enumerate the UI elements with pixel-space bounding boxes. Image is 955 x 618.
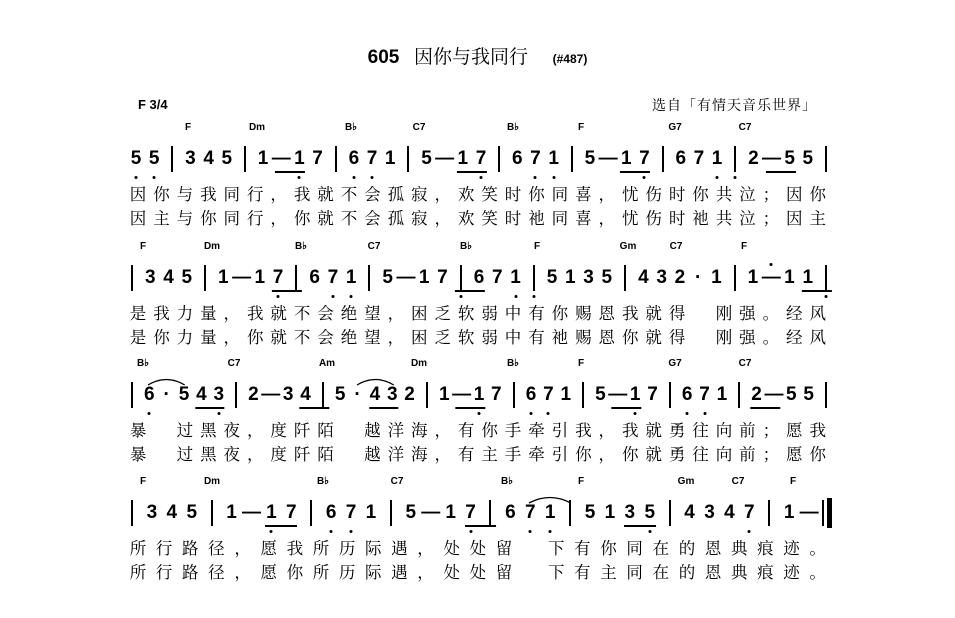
note: 1	[365, 502, 377, 523]
note: 7	[345, 502, 357, 523]
beam-underline	[300, 407, 329, 409]
note: 6	[512, 148, 523, 169]
bar-line	[204, 265, 206, 291]
bar-line	[489, 500, 491, 526]
beam-underline	[465, 525, 497, 527]
chord-symbol: F	[577, 476, 585, 487]
note: 7	[437, 267, 448, 288]
note: 5	[546, 267, 558, 288]
note-dash: —	[799, 502, 819, 523]
bar-line	[825, 382, 827, 408]
key-signature: F 3/4	[138, 97, 168, 112]
note: 3	[656, 267, 667, 288]
note: 1	[560, 384, 572, 405]
chord-symbol: F	[184, 122, 192, 133]
note: 7	[491, 384, 502, 405]
note: 6	[325, 502, 337, 523]
low-octave-dot	[514, 295, 517, 298]
dotted-rhythm: ·	[354, 384, 361, 405]
song-title	[0, 42, 955, 69]
note-dash: —	[761, 267, 781, 288]
note: 6	[505, 502, 516, 523]
note: 1	[747, 267, 759, 288]
low-octave-dot	[459, 295, 462, 298]
note: 1	[510, 267, 521, 288]
note: 7	[465, 502, 476, 523]
source-note: 选自「有情天音乐世界」	[652, 98, 817, 114]
bar-line	[171, 146, 173, 172]
note: 3	[386, 384, 398, 405]
note: 5	[148, 148, 160, 169]
note: 7	[491, 267, 503, 288]
bar-line	[624, 265, 626, 291]
note: 1	[439, 384, 450, 405]
low-octave-dot	[352, 176, 355, 179]
bar-line	[571, 146, 573, 172]
note-dash: —	[261, 384, 281, 405]
low-octave-dot	[634, 412, 637, 415]
low-octave-dot	[734, 176, 737, 179]
note: 1	[457, 148, 469, 169]
note: 7	[744, 502, 755, 523]
beam-underline	[457, 171, 487, 173]
note: 2	[674, 267, 686, 288]
bar-line	[460, 265, 462, 291]
lyric-line-2: 所 行 路 径 ， 愿 你 所 历 际 遇 ， 处 处 留 下 有 主 同 在 的 恩 典 痕 迹 。	[129, 563, 826, 582]
low-octave-dot	[153, 176, 156, 179]
bar-line	[662, 146, 664, 172]
low-octave-dot	[135, 176, 138, 179]
note: 5	[405, 502, 417, 523]
note: 1	[711, 148, 723, 169]
low-octave-dot	[298, 176, 301, 179]
low-octave-dot	[217, 412, 220, 415]
note: 5	[595, 384, 606, 405]
note: 4	[724, 502, 735, 523]
note: 1	[565, 267, 576, 288]
chord-symbol: C7	[367, 241, 381, 252]
lyric-line-1: 因 你 与 我 同 行 ， 我 就 不 会 孤 寂 ， 欢 笑 时 你 同 喜 ， 忧 伤 时 你 共 泣 ； 因 你	[129, 185, 826, 204]
note: 5	[178, 384, 190, 405]
note-dash: —	[241, 502, 261, 523]
beam-underline	[751, 407, 780, 409]
note: 6	[144, 384, 155, 405]
beam-underline	[456, 407, 485, 409]
song-reference: (#487)	[552, 52, 588, 66]
note: 3	[282, 384, 294, 405]
note: 5	[181, 267, 193, 288]
note: 2	[248, 384, 259, 405]
low-octave-dot	[469, 530, 472, 533]
bar-line	[131, 500, 133, 526]
low-octave-dot	[532, 295, 535, 298]
note: 5	[786, 384, 797, 405]
bar-line	[368, 265, 370, 291]
low-octave-dot	[371, 176, 374, 179]
low-octave-dot	[534, 176, 537, 179]
bar-line	[825, 146, 827, 172]
bar-line	[533, 265, 535, 291]
chord-symbol: Gm	[619, 241, 637, 252]
note: 5	[221, 148, 233, 169]
chord-symbol: B♭	[507, 122, 519, 133]
note: 4	[196, 384, 207, 405]
low-octave-dot	[643, 176, 646, 179]
note: 1	[544, 502, 556, 523]
note: 4	[684, 502, 695, 523]
bar-line	[131, 265, 133, 291]
note: 1	[257, 148, 269, 169]
note: 6	[348, 148, 360, 169]
chord-symbol: F	[577, 122, 585, 133]
bar-line	[310, 500, 312, 526]
note: 1	[384, 148, 396, 169]
final-bar-line	[827, 498, 832, 528]
chord-symbol: C7	[227, 358, 241, 369]
note: 1	[604, 502, 616, 523]
low-octave-dot	[825, 295, 828, 298]
bar-line	[131, 382, 133, 408]
bar-line	[734, 146, 736, 172]
chord-symbol: F	[533, 241, 541, 252]
note: 1	[218, 267, 229, 288]
note: 7	[475, 148, 487, 169]
low-octave-dot	[270, 530, 273, 533]
chord-symbol: C7	[390, 476, 404, 487]
bar-line	[582, 382, 584, 408]
bar-line	[513, 382, 515, 408]
chord-symbol: B♭	[345, 122, 357, 133]
bar-line	[768, 500, 770, 526]
note: 3	[624, 502, 636, 523]
bar-line	[390, 500, 392, 526]
note: 1	[802, 267, 814, 288]
note: 3	[213, 384, 225, 405]
beam-underline	[272, 290, 302, 292]
chord-symbol: Dm	[248, 122, 266, 133]
low-octave-dot	[547, 412, 550, 415]
note: 1	[266, 502, 277, 523]
note: 5	[803, 384, 814, 405]
bar-line	[669, 500, 671, 526]
note: 2	[751, 384, 762, 405]
beam-underline	[195, 407, 224, 409]
bar-line	[822, 500, 824, 526]
slur-arc	[146, 376, 187, 386]
low-octave-dot	[552, 176, 555, 179]
chord-symbol: B♭	[460, 241, 472, 252]
note: 3	[583, 267, 594, 288]
note: 1	[445, 502, 456, 523]
chord-symbol: C7	[738, 122, 752, 133]
low-octave-dot	[277, 295, 280, 298]
note: 7	[647, 384, 658, 405]
note: 7	[639, 148, 650, 169]
bar-line	[407, 146, 409, 172]
chord-symbol: F	[740, 241, 748, 252]
low-octave-dot	[350, 295, 353, 298]
low-octave-dot	[331, 295, 334, 298]
lyric-line-1: 所 行 路 径 ， 愿 我 所 历 际 遇 ， 处 处 留 下 有 你 同 在 的 恩 典 痕 迹 。	[129, 539, 826, 558]
beam-underline	[766, 171, 796, 173]
note: 5	[382, 267, 393, 288]
chord-symbol: C7	[412, 122, 426, 133]
note: 7	[693, 148, 705, 169]
note: 4	[300, 384, 311, 405]
note: 1	[345, 267, 357, 288]
chord-symbol: B♭	[317, 476, 329, 487]
chord-symbol: C7	[669, 241, 683, 252]
note: 1	[716, 384, 728, 405]
dotted-rhythm: ·	[694, 267, 702, 288]
lyric-line-1: 暴 过 黑 夜 ， 度 阡 陌 越 洋 海 ， 有 你 手 牵 引 我 ， 我 就 勇 往 向 前 ； 愿 我	[129, 421, 826, 440]
bar-line	[244, 146, 246, 172]
high-octave-dot	[770, 263, 773, 266]
low-octave-dot	[648, 530, 651, 533]
note: 1	[783, 502, 795, 523]
note: 5	[186, 502, 198, 523]
chord-symbol: Am	[318, 358, 336, 369]
note: 7	[272, 267, 284, 288]
note: 5	[644, 502, 656, 523]
note-dash: —	[764, 384, 784, 405]
beam-underline	[624, 525, 656, 527]
note: 1	[418, 267, 430, 288]
beam-underline	[802, 290, 832, 292]
note: 6	[675, 148, 687, 169]
low-octave-dot	[148, 412, 151, 415]
beam-underline	[369, 407, 398, 409]
chord-symbol: G7	[668, 122, 682, 133]
chord-symbol: B♭	[295, 241, 307, 252]
note-dash: —	[396, 267, 416, 288]
note-dash: —	[608, 384, 628, 405]
lyric-line-2: 是 你 力 量 ， 你 就 不 会 绝 望 ， 困 乏 软 弱 中 有 祂 赐 恩 你 就 得 刚 强 。 经 风	[129, 328, 826, 347]
low-octave-dot	[748, 530, 751, 533]
chord-symbol: F	[577, 358, 585, 369]
note: 5	[584, 148, 596, 169]
note: 6	[525, 384, 537, 405]
lyric-line-1: 是 我 力 量 ， 我 就 不 会 绝 望 ， 困 乏 软 弱 中 有 你 赐 恩 我 就 得 刚 强 。 经 风	[129, 304, 826, 323]
note: 5	[584, 502, 596, 523]
note: 3	[146, 502, 158, 523]
chord-symbol: C7	[731, 476, 745, 487]
note: 3	[704, 502, 715, 523]
low-octave-dot	[330, 530, 333, 533]
note: 5	[421, 148, 432, 169]
note: 6	[309, 267, 320, 288]
note-dash: —	[435, 148, 455, 169]
note: 4	[369, 384, 381, 405]
slur-arc	[355, 376, 396, 386]
note-dash: —	[762, 148, 782, 169]
note-dash: —	[452, 384, 472, 405]
chord-symbol: C7	[738, 358, 752, 369]
bar-line	[825, 265, 827, 291]
song-name: 因你与我同行	[414, 46, 529, 68]
note: 4	[203, 148, 214, 169]
low-octave-dot	[350, 530, 353, 533]
bar-line	[335, 146, 337, 172]
note: 4	[166, 502, 178, 523]
bar-line	[669, 382, 671, 408]
note: 1	[711, 267, 722, 288]
dotted-rhythm: ·	[163, 384, 170, 405]
note: 5	[130, 148, 142, 169]
note: 3	[144, 267, 156, 288]
bar-line	[426, 382, 428, 408]
note: 7	[312, 148, 323, 169]
bar-line	[235, 382, 237, 408]
note: 1	[620, 148, 632, 169]
chord-symbol: Gm	[677, 476, 695, 487]
note: 3	[185, 148, 196, 169]
note: 5	[601, 267, 613, 288]
chord-symbol: B♭	[507, 358, 519, 369]
chord-symbol: F	[139, 476, 147, 487]
bar-line	[211, 500, 213, 526]
beam-underline	[455, 290, 485, 292]
note: 1	[548, 148, 559, 169]
note-dash: —	[421, 502, 441, 523]
bar-line	[498, 146, 500, 172]
chord-symbol: Dm	[203, 476, 221, 487]
note: 7	[286, 502, 297, 523]
bar-line	[734, 265, 736, 291]
note: 7	[327, 267, 339, 288]
slur-arc	[527, 494, 573, 504]
note: 5	[802, 148, 814, 169]
note: 7	[524, 502, 536, 523]
note: 1	[629, 384, 641, 405]
note: 1	[784, 267, 795, 288]
bar-line	[738, 382, 740, 408]
low-octave-dot	[478, 412, 481, 415]
chord-symbol: G7	[668, 358, 682, 369]
note: 7	[543, 384, 554, 405]
note: 4	[163, 267, 174, 288]
note-dash: —	[271, 148, 291, 169]
note: 4	[638, 267, 649, 288]
chord-symbol: F	[139, 241, 147, 252]
lyric-line-2: 因 主 与 你 同 行 ， 你 就 不 会 孤 寂 ， 欢 笑 时 祂 同 喜 ， 忧 伤 时 祂 共 泣 ； 因 主	[129, 209, 826, 228]
note: 6	[681, 384, 693, 405]
low-octave-dot	[686, 412, 689, 415]
note-dash: —	[598, 148, 618, 169]
chord-symbol: F	[789, 476, 797, 487]
low-octave-dot	[716, 176, 719, 179]
chord-symbol: B♭	[501, 476, 513, 487]
beam-underline	[265, 525, 297, 527]
note: 2	[404, 384, 415, 405]
low-octave-dot	[529, 530, 532, 533]
note: 5	[784, 148, 795, 169]
chord-symbol: B♭	[137, 358, 149, 369]
beam-underline	[275, 171, 305, 173]
chord-symbol: Dm	[410, 358, 428, 369]
note: 7	[699, 384, 710, 405]
low-octave-dot	[480, 176, 483, 179]
note: 5	[334, 384, 346, 405]
lyric-line-2: 暴 过 黑 夜 ， 度 阡 陌 越 洋 海 ， 有 主 手 牵 引 你 ， 你 就 勇 往 向 前 ； 愿 你	[129, 445, 826, 464]
bar-line	[322, 382, 324, 408]
beam-underline	[612, 407, 641, 409]
low-octave-dot	[703, 412, 706, 415]
note: 1	[254, 267, 266, 288]
note: 1	[226, 502, 237, 523]
low-octave-dot	[530, 412, 533, 415]
note-dash: —	[232, 267, 252, 288]
note: 7	[366, 148, 378, 169]
note: 1	[473, 384, 485, 405]
chord-symbol: Dm	[203, 241, 221, 252]
song-number: 605	[367, 47, 400, 68]
note: 6	[473, 267, 485, 288]
note: 7	[530, 148, 541, 169]
bar-line	[295, 265, 297, 291]
beam-underline	[620, 171, 650, 173]
note: 1	[294, 148, 305, 169]
low-octave-dot	[549, 530, 552, 533]
note: 2	[748, 148, 759, 169]
